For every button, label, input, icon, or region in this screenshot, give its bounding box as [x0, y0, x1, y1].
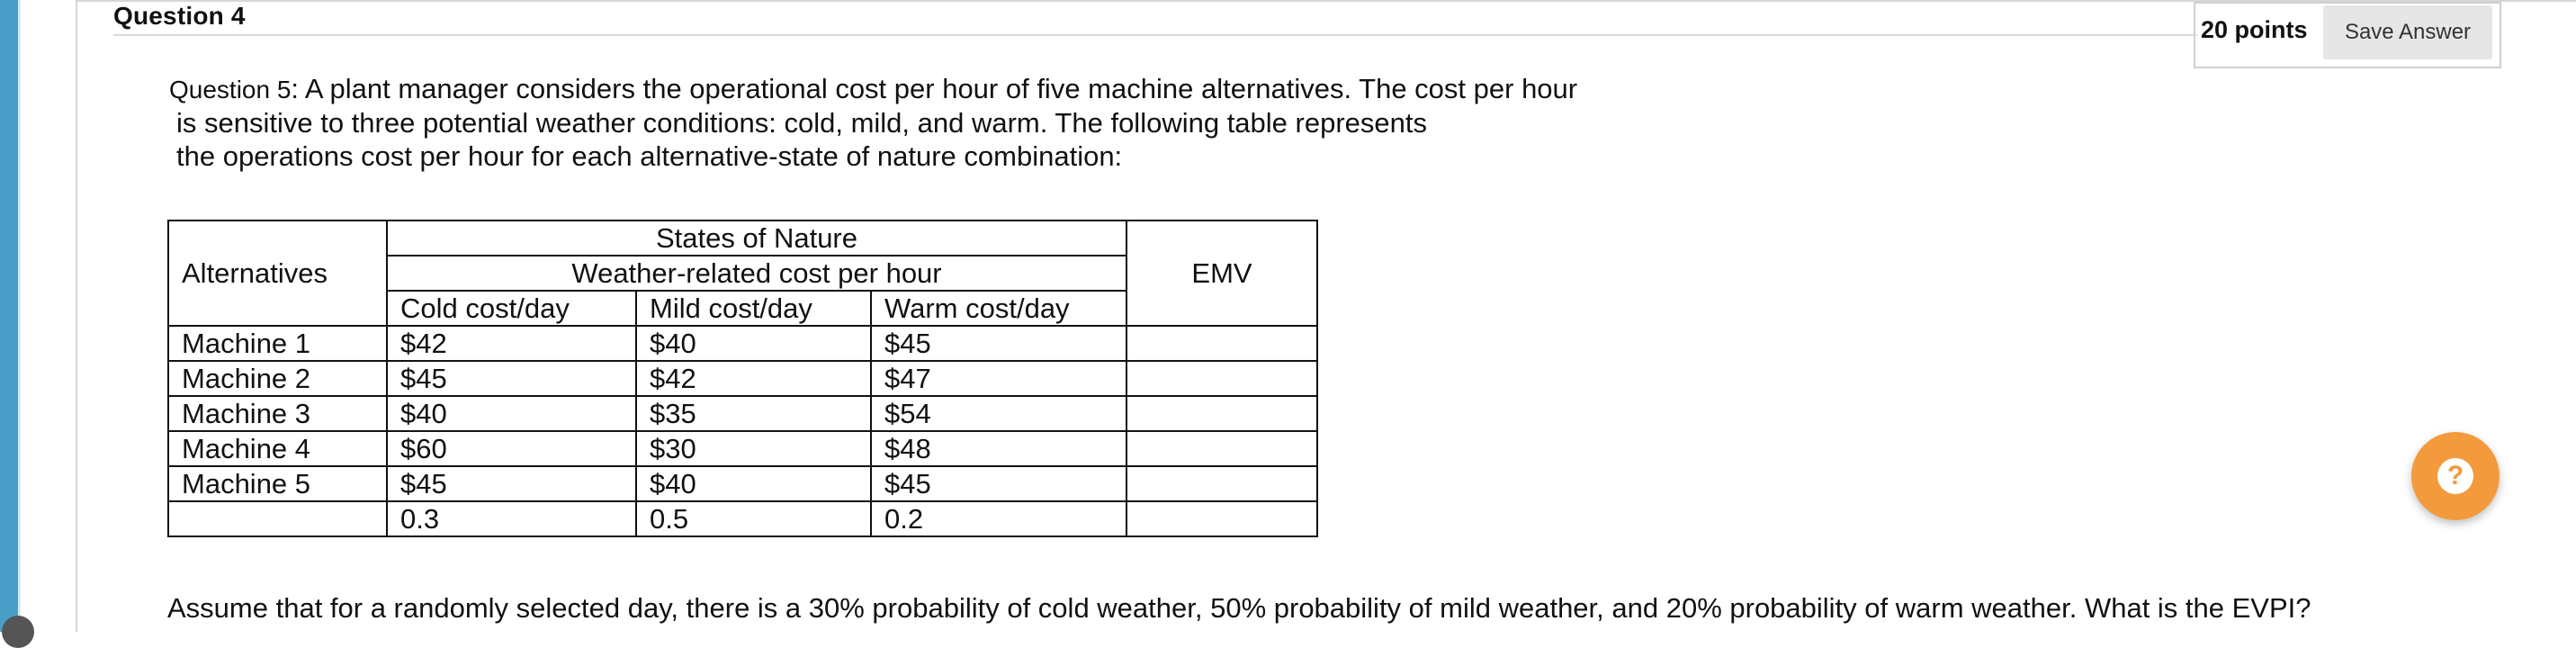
question-circle-icon: ? [2437, 458, 2473, 494]
prompt-text-1: : A plant manager considers the operational cost per hour of five machine alternatives. The cost per hour [291, 73, 1578, 104]
emv-cell [1126, 361, 1317, 396]
warm-cost-cell: $48 [871, 431, 1126, 466]
row-label [168, 501, 387, 536]
emv-cell [1126, 326, 1317, 361]
column-header-mild: Mild cost/day [636, 291, 871, 326]
cold-cost-cell: $45 [387, 466, 636, 501]
cold-cost-cell: $40 [387, 396, 636, 431]
warm-cost-cell: $54 [871, 396, 1126, 431]
left-strip-edge [18, 0, 21, 632]
table-row [168, 326, 1317, 361]
warm-cost-cell: $47 [871, 361, 1126, 396]
emv-cell [1126, 466, 1317, 501]
alternatives-header: Alternatives [168, 220, 387, 326]
emv-cell [1126, 431, 1317, 466]
prompt-question-number: Question 5 [169, 76, 292, 104]
table-row [168, 396, 1317, 431]
row-label: Machine 4 [168, 431, 387, 466]
mild-cost-cell: $40 [636, 326, 871, 361]
states-of-nature-header: States of Nature [387, 220, 1126, 256]
emv-header: EMV [1126, 220, 1317, 326]
cold-cost-cell: $60 [387, 431, 636, 466]
row-label: Machine 2 [168, 361, 387, 396]
warm-cost-cell: $45 [871, 466, 1126, 501]
emv-cell [1126, 501, 1317, 536]
column-header-warm: Warm cost/day [871, 291, 1126, 326]
row-label: Machine 1 [168, 326, 387, 361]
cold-probability-cell: 0.3 [387, 501, 636, 536]
cold-cost-cell: $45 [387, 361, 636, 396]
mild-cost-cell: $42 [636, 361, 871, 396]
row-label: Machine 5 [168, 466, 387, 501]
save-answer-button[interactable]: Save Answer [2323, 5, 2492, 59]
mild-cost-cell: $30 [636, 431, 871, 466]
prompt-line-2: is sensitive to three potential weather conditions: cold, mild, and warm. The following table represents [176, 107, 1427, 139]
cold-cost-cell: $42 [387, 326, 636, 361]
weather-cost-subheader: Weather-related cost per hour [387, 256, 1126, 291]
question-title: Question 4 [113, 2, 246, 30]
points-label: 20 points [2201, 16, 2308, 43]
followup-question: Assume that for a randomly selected day, there is a 30% probability of cold weather, 50% probability of mild weather, and 20% probability of warm weather. What is the EVPI? [167, 592, 2311, 624]
mild-probability-cell: 0.5 [636, 501, 871, 536]
table-row [168, 361, 1317, 396]
row-label: Machine 3 [168, 396, 387, 431]
table-row [168, 431, 1317, 466]
cost-table [167, 220, 1318, 537]
column-header-cold: Cold cost/day [387, 291, 636, 326]
probability-row [168, 501, 1317, 536]
table-row [168, 466, 1317, 501]
mild-cost-cell: $35 [636, 396, 871, 431]
table-header-row-1 [168, 220, 1317, 256]
corner-indicator [2, 616, 34, 648]
question-prompt [169, 72, 1577, 173]
left-accent-strip [0, 0, 18, 632]
title-divider [113, 34, 2197, 36]
warm-probability-cell: 0.2 [871, 501, 1126, 536]
emv-cell [1126, 396, 1317, 431]
help-button[interactable] [2411, 432, 2500, 520]
prompt-line-3: the operations cost per hour for each alternative-state of nature combination: [176, 140, 1123, 172]
warm-cost-cell: $45 [871, 326, 1126, 361]
prompt-line-1 [169, 72, 1577, 106]
mild-cost-cell: $40 [636, 466, 871, 501]
